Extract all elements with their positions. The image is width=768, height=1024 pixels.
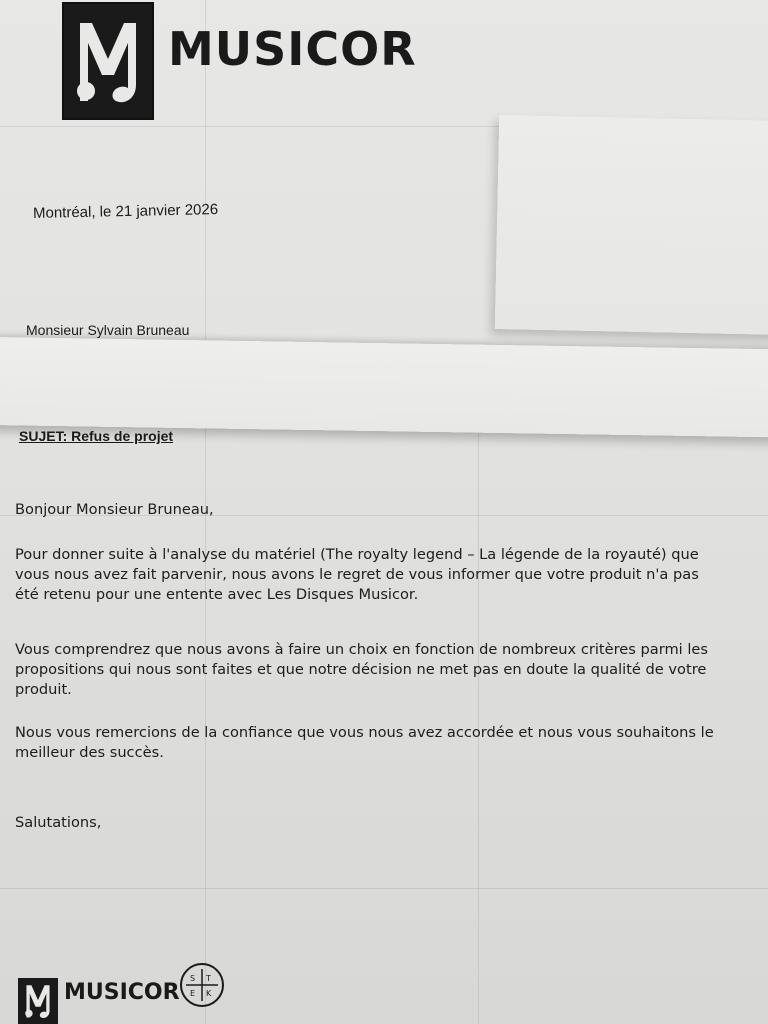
letter-paragraph: Nous vous remercions de la confiance que vous nous avez accordée et nous vous souhaitons le meilleur des succès. [15,724,714,761]
letter-greeting: Bonjour Monsieur Bruneau, [15,501,214,518]
footer-musicor-logo-icon [18,978,58,1024]
m-note-icon [23,982,53,1020]
svg-text:K: K [206,989,212,998]
letter-subject: SUJET: Refus de projet [19,428,174,444]
paper-flap-band [0,337,768,438]
musique-seal-icon [180,963,224,1007]
svg-text:T: T [206,974,211,983]
footer-brand-name: MUSICOR [64,980,180,1005]
letter-date: Montréal, le 21 janvier 2026 [32,201,219,222]
letter-recipient: Monsieur Sylvain Bruneau [26,322,190,338]
letter-closing: Salutations, [15,814,102,831]
musicor-logo-icon [62,2,154,120]
paper-flap [495,115,768,335]
fold-crease [0,888,768,889]
letter-paragraph: Vous comprendrez que nous avons à faire un choix en fonction de nombreux critères parmi les propositions qui nous sont faites et que notre décision ne met pas en doute la qualité de votre produit. [15,641,709,698]
letter-paragraph: Pour donner suite à l'analyse du matériel (The royalty legend – La légende de la royauté) que vous nous avez fait parvenir, nous avons le regret de vous informer que votre produit n'a pas été retenu pour une entente avec Les Disques Musicor. [15,546,699,603]
brand-name: MUSICOR [168,22,417,76]
svg-text:S: S [190,974,196,983]
svg-text:E: E [190,989,196,998]
fold-crease [0,126,500,127]
m-note-icon [72,15,144,107]
